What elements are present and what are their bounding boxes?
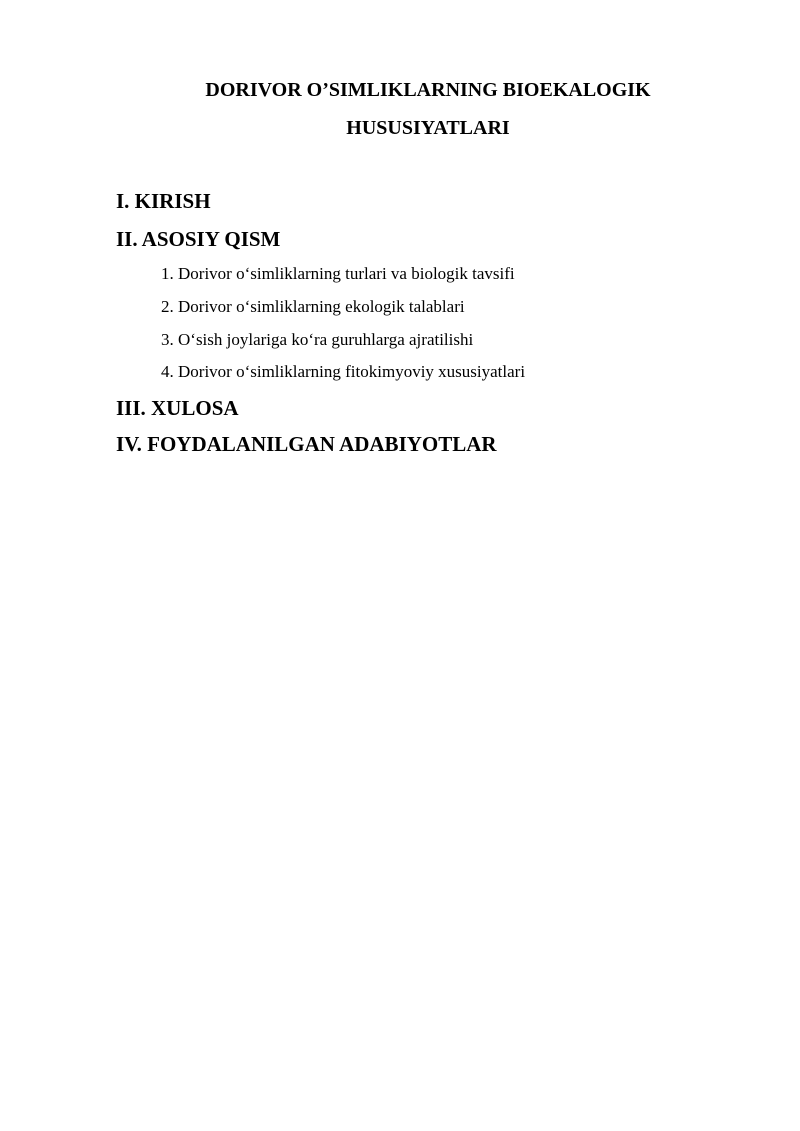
toc-section-conclusion: III. XULOSA [116, 396, 239, 420]
document-title-line-1: DORIVOR O’SIMLIKLARNING BIOEKALOGIK [205, 79, 651, 101]
toc-subsection-item: 1. Dorivor o‘simliklarning turlari va biologik tavsifi [161, 264, 515, 283]
toc-subsection-item: 2. Dorivor o‘simliklarning ekologik talablari [161, 297, 465, 316]
document-title-line-2: HUSUSIYATLARI [346, 117, 510, 139]
toc-subsection-item: 4. Dorivor o‘simliklarning fitokimyoviy xususiyatlari [161, 362, 526, 381]
toc-section-references: IV. FOYDALANILGAN ADABIYOTLAR [116, 432, 497, 456]
toc-section-introduction: I. KIRISH [116, 189, 211, 213]
toc-section-main-part: II. ASOSIY QISM [116, 227, 281, 251]
toc-subsection-item: 3. O‘sish joylariga ko‘ra guruhlarga ajratilishi [161, 330, 474, 349]
